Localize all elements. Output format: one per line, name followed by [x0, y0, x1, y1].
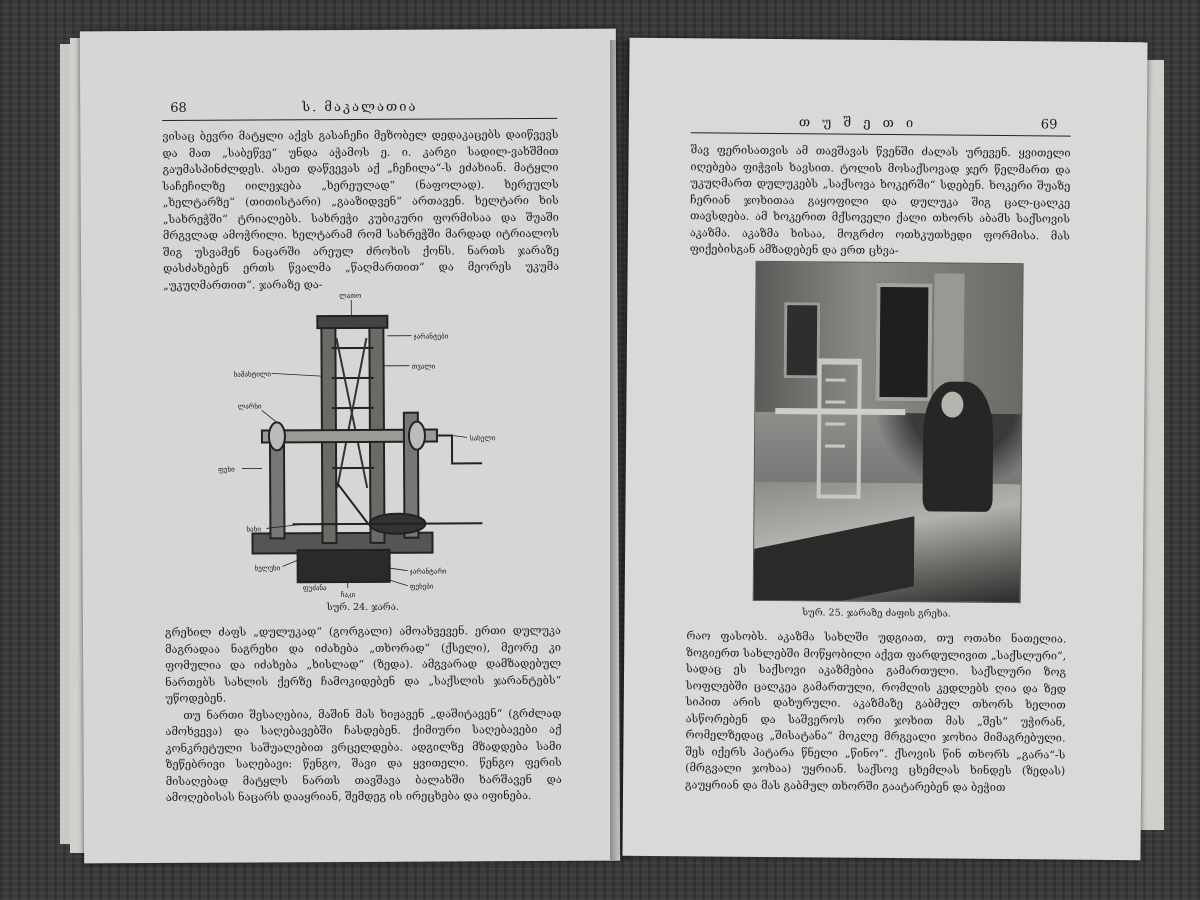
spinning-wheel-diagram: [181, 287, 503, 599]
diagram-label: ფეხები: [409, 582, 434, 591]
page-number: 69: [1040, 117, 1058, 133]
paragraph: [162, 127, 559, 294]
paragraph: [690, 142, 1071, 261]
page-number: 68: [170, 100, 187, 116]
diagram-label: თვალი: [411, 362, 436, 371]
figure-caption: სურ. 24. ჯარა.: [326, 601, 399, 614]
paragraph: [685, 628, 1066, 796]
paragraph-text: თუ ნართი შესაღებია, მაშინ მას ხიჟავენ „დაშიტავენ“ (გრძლად ამოხვევა) და საღებავებში ჩასდებენ. ქიმიური საღებავები აქ კონკრეტული საშუალებით ვრცელდება. ადგილზე მზადდება სამი ზეწებრივი საღებავი: წენგო, შავი და ყვითელი. წენგო ფერის მისაღებად მატყლს ნართს თავშავა ბალახში ხარშავენ და ამოღებისას ნაცარს დააყრიან, შემდეგ ის ირეცხება და იფინება.: [165, 706, 562, 804]
diagram-label: ხელუხი: [254, 564, 281, 573]
header-rule: [691, 132, 1071, 136]
paragraph: [165, 623, 562, 807]
running-head: ს. მაკალათია: [302, 99, 418, 116]
paragraph-text: ვისაც ბევრი მატყლი აქვს გასაჩეჩი მეზობელ დედაკაცებს დაიწვევს და მათ „საბეწვე“ უნდა აჭამოს ე. ი. კარგი სადილ-ვახშმით გაუმასპინძლდეს. ასეთ დაწვევას აქ „ჩეჩილა“-ს ეძახიან. მატყლი საჩეჩილზე იილეჯება „ხერეულად“ (ნაფოლად). ხერეულს „ხელტარზე“ (თითისტარი) „გააზიდვენ“ ართავენ. ხელტარი ხის „სახრეჭში“ ტრიალებს. სახრეჭი კუბიკური ფორმისაა და შუაში მრგვლად ამოჭრილი. ხელტარამ რომ სახრეჭში მარდად იტრიალოს შიგ უსვამენ ნაცარში არეულ ძროხის ქონს. ნართს ჯარაზე დასძახებენ ერთს წვალმა „წაღმართით“ და მეორეს უკუმა „უკუღმართით“. ჯარაზე და-: [162, 127, 560, 292]
paragraph-text: შავ ფერისათვის ამ თავშავას წვენში ძალას ურევენ. ყვითელი იღებება ფიჭვის ხავსით. ტოლის მოსაქსოვად ჯერ წელმართ და უკუღმართ დულუკებს „საქსოვა ხოკერში“ სდებენ. ხოკერი შუაზე ჩერიან ჯოხითაა გაყოფილი და დულუკა შიგ ცალ-ცალკე თავსდება. ამ ხოკერით მქსოველი ქალი თხორს აბამს საქსოვის აკაზმა. აკაზმა ხისაა, მოგრძო ოთხკუთხედი ფორმისა. მას ფიქებისგან ამზადებენ და ერთ ცხვა-: [689, 143, 1071, 258]
diagram-label: სახელი: [469, 434, 496, 443]
diagram-label: ხამახტილი: [233, 370, 272, 379]
photo-caption: სურ. 25. ჯარაზე ძაფის გრეხა.: [802, 607, 951, 620]
diagram-label: ლათო: [339, 291, 362, 301]
diagram-label: ფუძანა: [302, 584, 327, 593]
running-head: თ უ შ ე თ ი: [798, 115, 918, 132]
diagram-label: ლარხი: [237, 402, 262, 411]
header-rule: [162, 118, 557, 121]
diagram-label: ჯარანტარი: [409, 567, 447, 576]
right-page: [622, 38, 1147, 860]
diagram-label: ჯარანტები: [413, 332, 449, 341]
diagram-label: ფეხი: [218, 465, 235, 474]
diagram-label: ხახი: [246, 525, 261, 534]
photo-woman-spinning: [753, 261, 1024, 603]
left-page: [80, 29, 620, 864]
paragraph-text: გრეხილ ძაფს „დულუკად“ (გორგალი) ამოახვევენ. ერთი დულუკა მაგრადაა ნაგრეხი და იძახება „თხორად“ (ქსელი), მეორე კი ფომულია და იძახება „ხისლად“ (ზედა). ამგვარად დამზადებულ ნართებს სახლის ქერზე ჩამოკიდებენ და „საქსლის ჯარანტებს“ უწოდებენ.: [164, 623, 562, 705]
diagram-label: ჩაკი: [340, 590, 356, 599]
paragraph-text: რაო ფასობს. აკაზმა სახლში უდგიათ, თუ ოთახი ნათელია. ზოგიერთ სახლებში მოწყობილი აქვთ ფარდულივით „საქსლური“, სადაც ეს საქსოვი აკაზმებია გამართული. საქსლური ზოგ სოფლებში ცალკეა გამართული, რომლის კედლებს ღია და ზედ სიპით არის დახურული. აკაზმაზე გაბმულ თხორს ხელით ასწორებენ და საშვეროს ორი ჯოხით მას „შეს“ უჭირან, რომელზედაც „შისატანა“ მოკლე მრგვალი ჯოხია მიმაგრებული. შეს იქერს პატარა წნელი „წინო“. ქსოვის წინ თხორს „გარა“-ს (მრგვალი ჯოხაა) უყრიან. საქსოვ ცხემლას ხინდეს (ზედას) გაუყრიან და მას გაბმულ თხორში გაატარებენ და ბეჭით: [685, 629, 1067, 794]
